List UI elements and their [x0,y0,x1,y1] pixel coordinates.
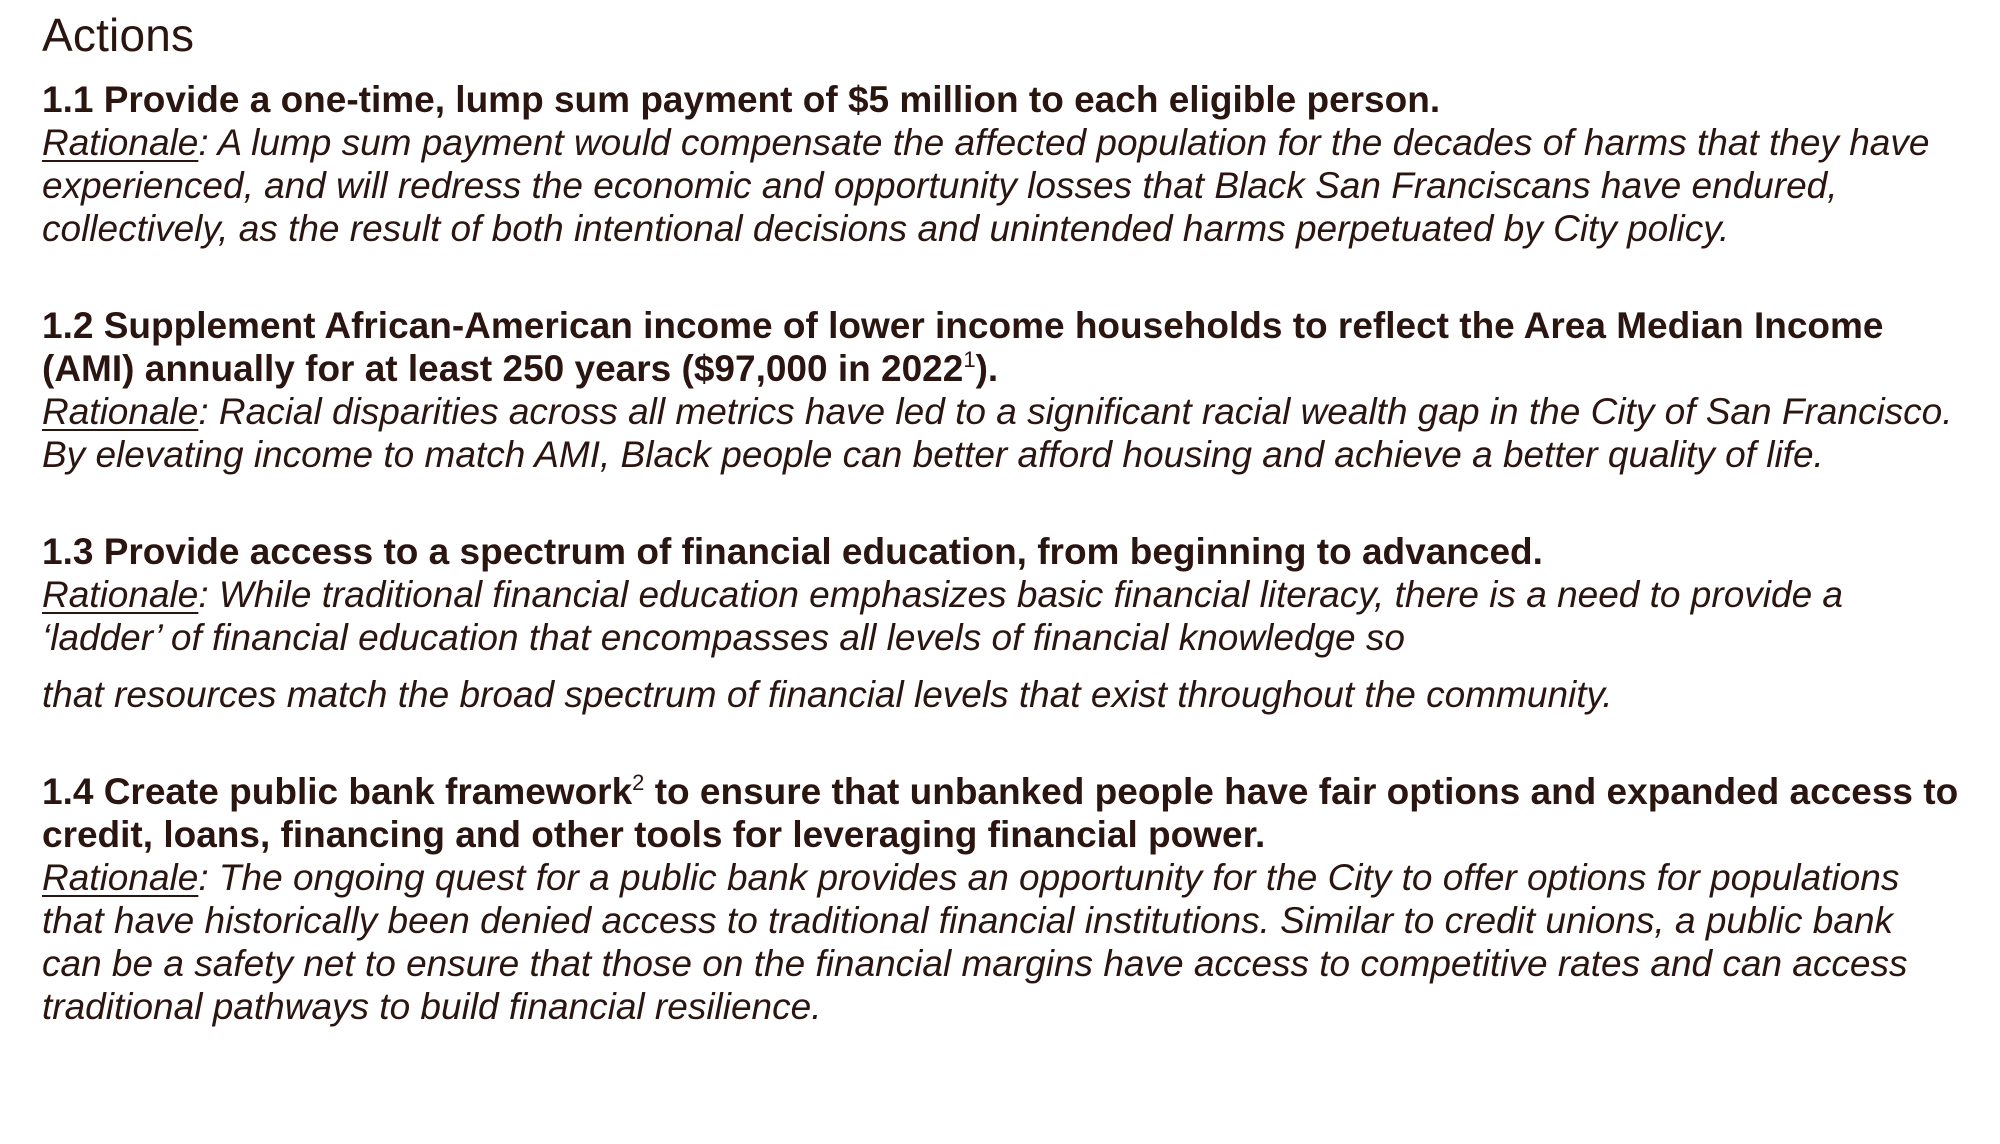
section-heading: Actions [42,9,195,61]
rationale-label: Rationale [42,122,199,163]
action-item-1-2 [42,304,1962,476]
action-title-text-end: to ensure that unbanked people have fair options and expanded access to credit, loans, financing and other tools for leveraging financial power. [42,771,1959,855]
action-title-text: 1.2 Supplement African-American income of lower income households to reflect the Area Median Income (AMI) annually for at least 250 years ($97,000 in 2022 [42,305,1884,389]
action-title-text: 1.4 Create public bank framework [42,771,633,812]
footnote-marker: 2 [632,770,645,795]
rationale-text: : The ongoing quest for a public bank provides an opportunity for the City to offer options for populations that have historically been denied access to traditional financial institutions. Similar to credit unions, a public bank can be a safety net to ensure that those on the financial margins have access to competitive rates and can access traditional pathways to build financial resilience. [42,857,1908,1027]
action-item-1-4 [42,770,1962,1028]
rationale-text: : A lump sum payment would compensate the affected population for the decades of harms that they have experienced, and will redress the economic and opportunity losses that Black San Franciscans have endured, collectively, as the result of both intentional decisions and unintended harms perpetuated by City policy. [42,122,1930,249]
rationale-label: Rationale [42,857,199,898]
action-rationale [42,573,1962,716]
action-item-1-3 [42,530,1962,716]
action-rationale [42,856,1962,1028]
rationale-label: Rationale [42,574,199,615]
action-title: 1.1 Provide a one-time, lump sum payment of $5 million to each eligible person. [42,79,1441,120]
action-item-1-1 [42,78,1962,250]
action-title [42,770,1962,856]
action-title [42,304,1962,390]
action-rationale [42,390,1962,476]
rationale-text: : While traditional financial education emphasizes basic financial literacy, there is a need to provide a ‘ladder’ of financial education that encompasses all levels of financial knowledge so [42,574,1844,658]
action-rationale [42,121,1962,250]
rationale-text-last-line: that resources match the broad spectrum of financial levels that exist throughout the community. [42,674,1613,715]
document-page [42,6,1962,1082]
rationale-label: Rationale [42,391,199,432]
footnote-marker: 1 [963,347,976,372]
action-title: 1.3 Provide access to a spectrum of financial education, from beginning to advanced. [42,531,1543,572]
action-title-text-end: ). [975,348,999,389]
rationale-text: : Racial disparities across all metrics have led to a significant racial wealth gap in the City of San Francisco. By elevating income to match AMI, Black people can better afford housing and achieve a better quality of life. [42,391,1953,475]
